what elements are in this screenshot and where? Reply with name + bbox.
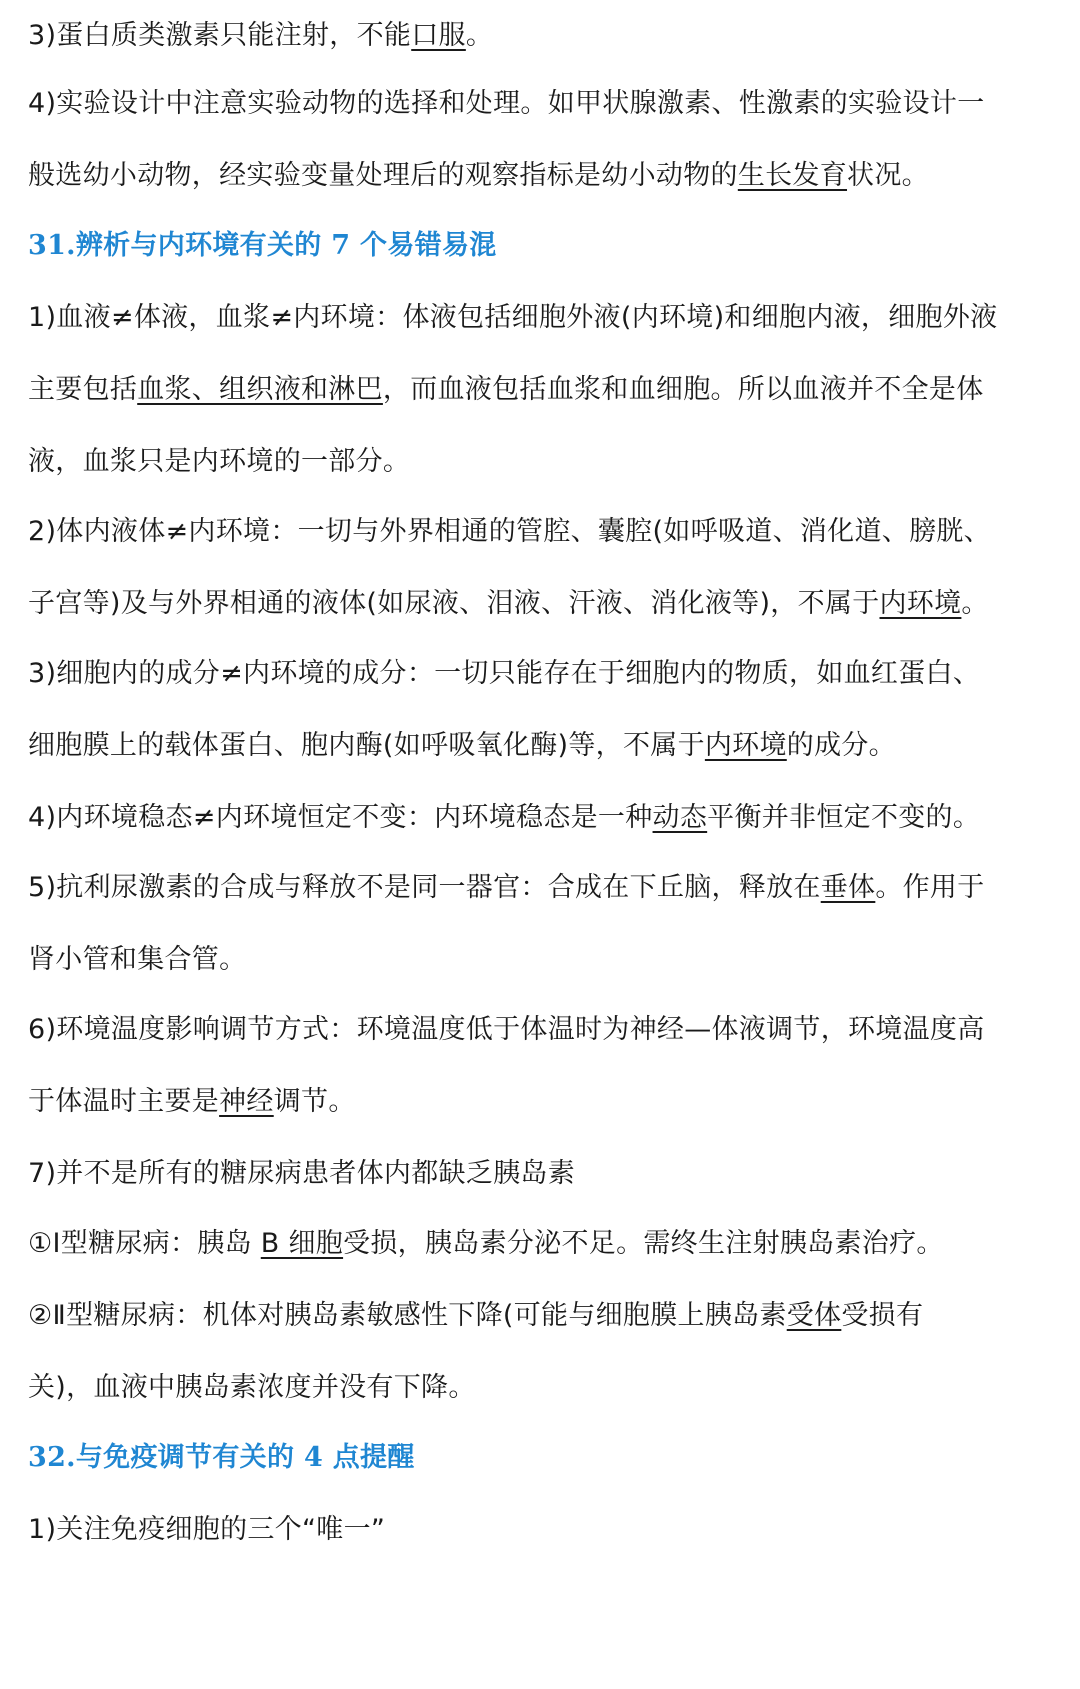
text-line — [28, 1298, 923, 1334]
text-segment: 关)，血液中胰岛素浓度并没有下降。 — [28, 1372, 476, 1403]
text-line — [28, 1226, 944, 1262]
text-segment: 细胞膜上的载体蛋白、胞内酶(如呼吸氧化酶)等，不属于 — [28, 730, 705, 761]
text-segment: 平衡并非恒定不变的。 — [707, 802, 981, 833]
underlined-answer: 血浆、组织液和淋巴 — [137, 374, 383, 405]
text-line — [28, 300, 997, 336]
text-segment: 的成分。 — [786, 730, 896, 761]
text-line — [28, 86, 985, 122]
text-segment: 31.辨析与内环境有关的 7 个易错易混 — [28, 230, 497, 261]
underlined-answer: 内环境 — [704, 730, 787, 761]
text-line — [28, 1012, 985, 1048]
text-segment: 7)并不是所有的糖尿病患者体内都缺乏胰岛素 — [28, 1158, 576, 1189]
text-segment: 受损有 — [841, 1300, 924, 1331]
text-line — [28, 1370, 476, 1406]
text-segment: 。 — [961, 588, 989, 619]
section-heading — [28, 1440, 415, 1476]
text-segment: 。 — [465, 20, 494, 51]
text-line — [28, 800, 980, 836]
text-segment: 液，血浆只是内环境的一部分。 — [28, 446, 411, 477]
text-line — [28, 158, 929, 194]
text-line — [28, 728, 896, 764]
text-segment: 状况。 — [847, 160, 929, 191]
underlined-answer: 口服 — [411, 20, 466, 51]
text-line — [28, 656, 980, 692]
text-segment: 肾小管和集合管。 — [28, 944, 247, 975]
text-segment: 1)血液≠体液，血浆≠内环境：体液包括细胞外液(内环境)和细胞内液，细胞外液 — [28, 302, 998, 333]
text-line — [28, 18, 493, 54]
text-segment: ，而血液包括血浆和血细胞。所以血液并不全是体 — [382, 374, 984, 405]
text-segment: 。作用于 — [875, 872, 985, 903]
text-line — [28, 870, 985, 906]
text-line — [28, 372, 984, 408]
text-line — [28, 514, 991, 550]
text-segment: ②Ⅱ型糖尿病：机体对胰岛素敏感性下降(可能与细胞膜上胰岛素 — [28, 1300, 787, 1331]
text-segment: 3)细胞内的成分≠内环境的成分：一切只能存在于细胞内的物质，如血红蛋白、 — [28, 658, 981, 689]
text-segment: 1)关注免疫细胞的三个“唯一” — [28, 1514, 386, 1545]
underlined-answer: 动态 — [652, 802, 708, 833]
text-line — [28, 942, 246, 978]
underlined-answer: 内环境 — [879, 588, 962, 619]
text-segment: 调节。 — [273, 1086, 356, 1117]
section-heading — [28, 228, 497, 264]
text-segment: 3)蛋白质类激素只能注射，不能 — [28, 20, 412, 51]
text-segment: 子宫等)及与外界相通的液体(如尿液、泪液、汗液、消化液等)，不属于 — [28, 588, 880, 619]
underlined-answer: 垂体 — [820, 872, 876, 903]
underlined-answer: 受体 — [786, 1300, 842, 1331]
text-line — [28, 586, 989, 622]
text-segment: ①Ⅰ型糖尿病：胰岛 — [28, 1228, 261, 1259]
text-segment: 于体温时主要是 — [28, 1086, 220, 1117]
text-segment: 4)实验设计中注意实验动物的选择和处理。如甲状腺激素、性激素的实验设计一 — [28, 88, 985, 119]
underlined-answer: 神经 — [219, 1086, 274, 1117]
text-segment: 6)环境温度影响调节方式：环境温度低于体温时为神经—体液调节，环境温度高 — [28, 1014, 985, 1045]
text-segment: 般选幼小动物，经实验变量处理后的观察指标是幼小动物的 — [28, 160, 738, 191]
text-segment: 32.与免疫调节有关的 4 点提醒 — [28, 1442, 415, 1473]
text-line — [28, 1156, 575, 1192]
text-segment: 主要包括 — [28, 374, 138, 405]
text-segment: 受损，胰岛素分泌不足。需终生注射胰岛素治疗。 — [343, 1228, 944, 1259]
text-segment: 5)抗利尿激素的合成与释放不是同一器官：合成在下丘脑，释放在 — [28, 872, 821, 903]
text-line — [28, 444, 410, 480]
text-segment: 4)内环境稳态≠内环境恒定不变：内环境稳态是一种 — [28, 802, 653, 833]
text-line — [28, 1512, 385, 1548]
text-segment: 2)体内液体≠内环境：一切与外界相通的管腔、囊腔(如呼吸道、消化道、膀胱、 — [28, 516, 991, 547]
underlined-answer: 生长发育 — [737, 160, 848, 191]
text-line — [28, 1084, 356, 1120]
underlined-answer: B 细胞 — [260, 1228, 344, 1259]
